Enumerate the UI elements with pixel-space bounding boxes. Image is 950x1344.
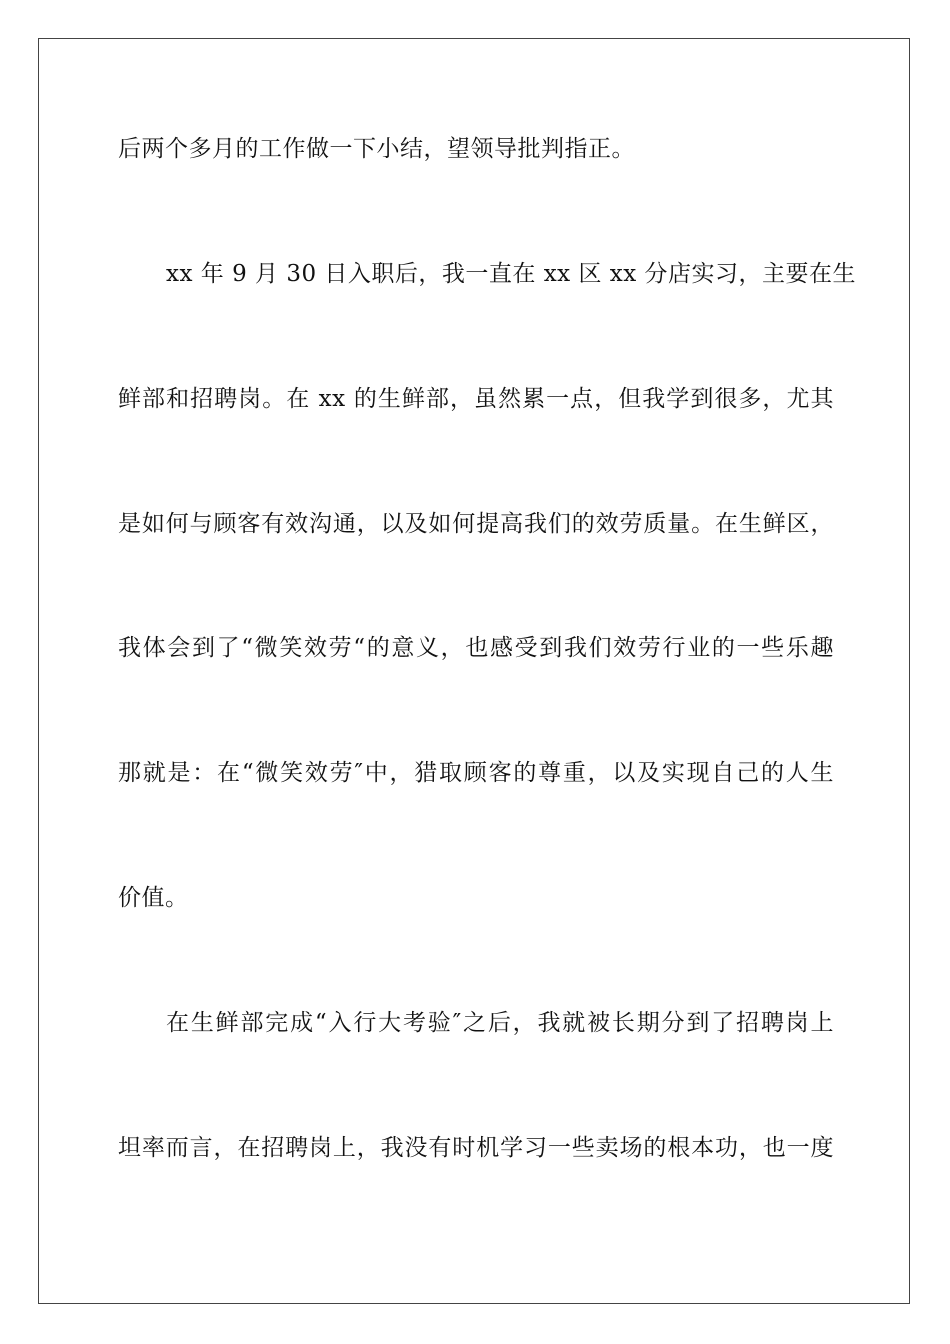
text-line-9: 坦率而言，在招聘岗上，我没有时机学习一些卖场的根本功，也一度	[118, 1135, 834, 1161]
page-border	[38, 38, 910, 1304]
text-line-3: 鲜部和招聘岗。在 xx 的生鲜部，虽然累一点，但我学到很多，尤其	[118, 386, 834, 412]
text-line-8: 在生鲜部完成“入行大考验″之后，我就被长期分到了招聘岗上	[166, 1010, 834, 1036]
text-line-6: 那就是：在“微笑效劳″中，猎取顾客的尊重，以及实现自己的人生	[118, 760, 834, 786]
text-line-2: xx 年 9 月 30 日入职后，我一直在 xx 区 xx 分店实习，主要在生	[166, 261, 857, 287]
text-line-1: 后两个多月的工作做一下小结，望领导批判指正。	[118, 136, 635, 162]
text-line-5: 我体会到了“微笑效劳“的意义，也感受到我们效劳行业的一些乐趣	[118, 635, 834, 661]
text-line-7: 价值。	[118, 885, 189, 911]
text-line-4: 是如何与顾客有效沟通，以及如何提高我们的效劳质量。在生鲜区，	[118, 511, 834, 537]
